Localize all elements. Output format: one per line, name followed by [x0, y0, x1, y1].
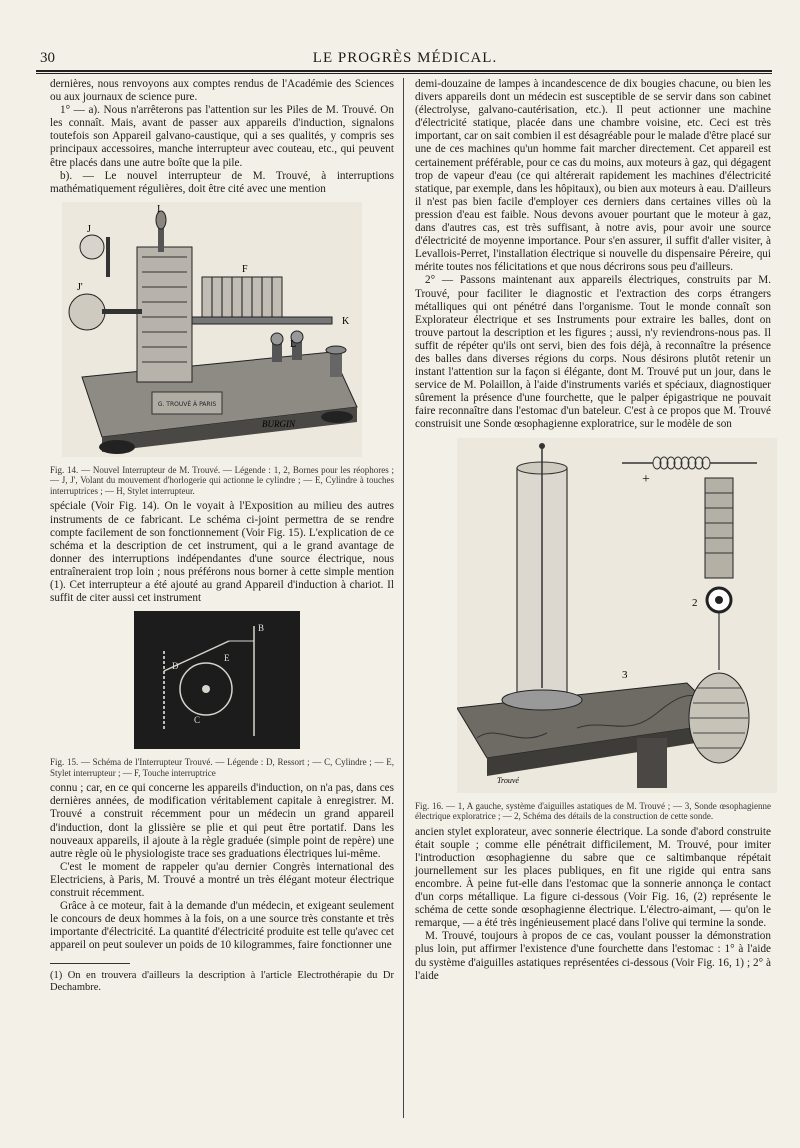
fig14-label-jp: J' [77, 281, 83, 293]
header-rule [36, 70, 772, 74]
figure-14 [50, 202, 394, 497]
fig14-label-i: I [157, 203, 161, 215]
left-paragraph-1: dernières, nous renvoyons aux comptes rendus de l'Académie des Sciences ou aux journaux de science pure. [50, 78, 394, 104]
fig16-label-plus: + [642, 471, 650, 487]
footnote: (1) On en trouvera d'ailleurs la description à l'article Electrothérapie du Dr Dechambre. [50, 969, 394, 993]
fig16-label-3: 3 [622, 668, 628, 681]
figure-16 [415, 438, 771, 822]
interrupter-schema [134, 611, 300, 749]
interrupter-engraving [62, 202, 362, 457]
figure-14-caption: Fig. 14. — Nouvel Interrupteur de M. Trouvé. — Légende : 1, 2, Bornes pour les réophores ; — J, J', Volant du mouvement d'horlogerie qui actionne le cylindre ; — E, Cylindre à touches interruptrices ; — H, Stylet interrupteur. [50, 464, 394, 496]
fig14-label-l: L [290, 338, 297, 350]
fig15-label-e: E [224, 653, 230, 664]
fig16-signature: Trouvé [497, 775, 519, 785]
right-column [415, 78, 771, 983]
figure-16-caption: Fig. 16. — 1, A gauche, système d'aiguilles astatiques de M. Trouvé ; — 3, Sonde œsophagienne électrique exploratrice ; — 2, Schéma des détails de la construction de cette sonde. [415, 800, 771, 822]
left-paragraph-7: Grâce à ce moteur, fait à la demande d'un médecin, et exigeant seulement le concours de deux hommes à la fois, on a une source très constante et très importante d'électricité. La quantité d'électricité produite est telle qu'avec cet appareil on peut soulever un poids de 10 kilogrammes, faire fonctionner une [50, 900, 394, 952]
figure-15 [50, 611, 394, 778]
fig14-label-j: J [87, 223, 91, 235]
journal-title: LE PROGRÈS MÉDICAL. [312, 50, 498, 66]
fig16-label-2: 2 [692, 596, 698, 609]
left-column [50, 78, 394, 995]
right-paragraph-3: ancien stylet explorateur, avec sonnerie électrique. La sonde d'abord construite était souple ; comme elle pénétrait difficilement, M. Trouvé, pour imiter l'introduction œsophagienne du sabre que ce saltimbanque répétait journellement sur les places publiques, en fit une rigide qui entra sans encombre. À peine fut-elle dans l'estomac que la sonnerie annonça le contact d'un corps métallique. La figure ci-dessous (Voir Fig. 16, (2) représente le schéma de cette sonde œsophagienne électrique. L'électro-aimant, — qu'on le remarque, — a été très ingénieusement placé dans l'olive qui termine la sonde. [415, 825, 771, 930]
right-paragraph-4: M. Trouvé, toujours à propos de ce cas, voulant pousser la démonstration plus loin, put affirmer l'existence d'une fourchette dans l'estomac : 1° à l'aide du système d'aiguilles astatiques représentées ci-dessous (Voir Fig. 16, 1) ; 2° à l'aide [415, 930, 771, 982]
page-header [40, 50, 770, 72]
left-paragraph-6: C'est le moment de rappeler qu'au dernier Congrès international des Electriciens, à Paris, M. Trouvé a montré un très élégant moteur électrique construit récemment. [50, 860, 394, 900]
footnote-rule [50, 963, 130, 964]
right-paragraph-2: 2° — Passons maintenant aux appareils électriques, construits par M. Trouvé, pour faciliter le diagnostic et l'extraction des corps étrangers métalliques qui ont pénétré dans l'organisme. Tout le monde connaît son Explorateur électrique et ses Instruments pour extraire les balles, dont on trouve partout la description et les figures ; aussi, n'y reviendrons-nous pas. Il suffit de répéter qu'ils ont servi, bien des fois déjà, à reconnaître la présence des balles dans diverses régions du corps. Nous désirons plutôt retenir un instant l'attention sur la façon si élégante, dont M. Trouvé put un jour, dans le service de M. Polaillon, à l'aide d'instruments variés et spéciaux, diagnostiquer sûrement la présence d'une fourchette, que le palper épigastrique ne pouvait faire reconnaître dans l'estomac d'un bateleur. C'est à ce propos que M. Trouvé construisit une Sonde œsophagienne exploratrice, sur le modèle de son [415, 274, 771, 431]
left-paragraph-4: spéciale (Voir Fig. 14). On le voyait à l'Exposition au milieu des autres instruments de ce fabricant. Le schéma ci-joint permettra de se rendre compte facilement de son fonctionnement (Voir Fig. 15). L'explication de ce schéma et la description de cet instrument, qui a le grand avantage de donner des interruptions indépendantes d'une source électrique, nous entraîneraient trop loin ; nous préférons nous borner à cette simple mention (1). Cet interrupteur a été ajouté au grand Appareil d'induction à chariot. Il suffit de citer aussi cet instrument [50, 500, 394, 605]
fig14-label-f: F [242, 263, 248, 275]
left-paragraph-3: b). — Le nouvel interrupteur de M. Trouvé, à interruptions mathématiquement régulières, doit être cité avec une mention [50, 169, 394, 195]
right-paragraph-1: demi-douzaine de lampes à incandescence de dix bougies chacune, ou bien les divers appareils dont un médecin est susceptible de se servir dans son cabinet (électrolyse, galvano-cautérisation, etc.). Il peut actionner une machine d'électricité statique, placée dans une chambre voisine, etc. Ceci est très important, car on sait combien il est désagréable pour le malade d'être placé sur une de ces machines qu'un homme fait marcher directement. Cet appareil est certainement préférable, pour ce cas du moins, aux moteurs à gaz, qui dégagent trop de vapeur d'eau (ce qui altérerait rapidement les machines d'électricité statique, par exemple, dans les hôpitaux), ou bien aux moteurs à eau. D'ailleurs il n'est pas bien facile d'employer ces derniers dans certaines villes où la pression d'eau est faible. Nous devons avouer pourtant que le moteur à gaz, dans d'autres cas, est très suffisant, à notre avis, pour avoir une source d'électricité de moyenne importance. Pour s'en assurer, il suffit d'aller visiter, à Levallois-Perret, l'installation électrique si nouvelle du dispensaire Péreire, qui mérite toutes nos félicitations et que nous décrirons sous peu d'ailleurs. [415, 78, 771, 274]
oesophageal-probe-engraving [457, 438, 777, 793]
column-divider [403, 78, 404, 1118]
left-paragraph-5: connu ; car, en ce qui concerne les appareils d'induction, on n'a pas, dans ces dernières années, de modification véritablement capitale à enregistrer. M. Trouvé a construit récemment pour un médecin un grand appareil d'induction, dont la glissière se plie et qui peut être portatif. Dans les nouveaux appareils, il ajoute à la règle graduée (simple point de repère) une autre règle où le physiologiste trace ses graduations électriques lui-même. [50, 782, 394, 860]
fig14-plate-label: G. TROUVÉ À PARIS [157, 400, 217, 408]
left-paragraph-2: 1° — a). Nous n'arrêterons pas l'attention sur les Piles de M. Trouvé. On les connaît. Mais, avant de passer aux appareils d'induction, signalons toutefois son Appareil galvano-caustique, qui a ses qualités, y compris ses principaux accessoires, manche interrupteur avec couteau, etc., qui peuvent être placés dans une autre boîte que la pile. [50, 104, 394, 169]
fig14-signature: BURGIN [262, 418, 295, 429]
fig14-label-k: K [342, 315, 350, 327]
fig15-label-b: B [258, 623, 265, 634]
figure-15-caption: Fig. 15. — Schéma de l'Interrupteur Trouvé. — Légende : D, Ressort ; — C, Cylindre ; — E, Stylet interrupteur ; — F, Touche interruptrice [50, 757, 394, 778]
fig15-label-d: D [172, 661, 179, 672]
fig15-label-c: C [194, 715, 201, 726]
page-number: 30 [40, 50, 55, 66]
